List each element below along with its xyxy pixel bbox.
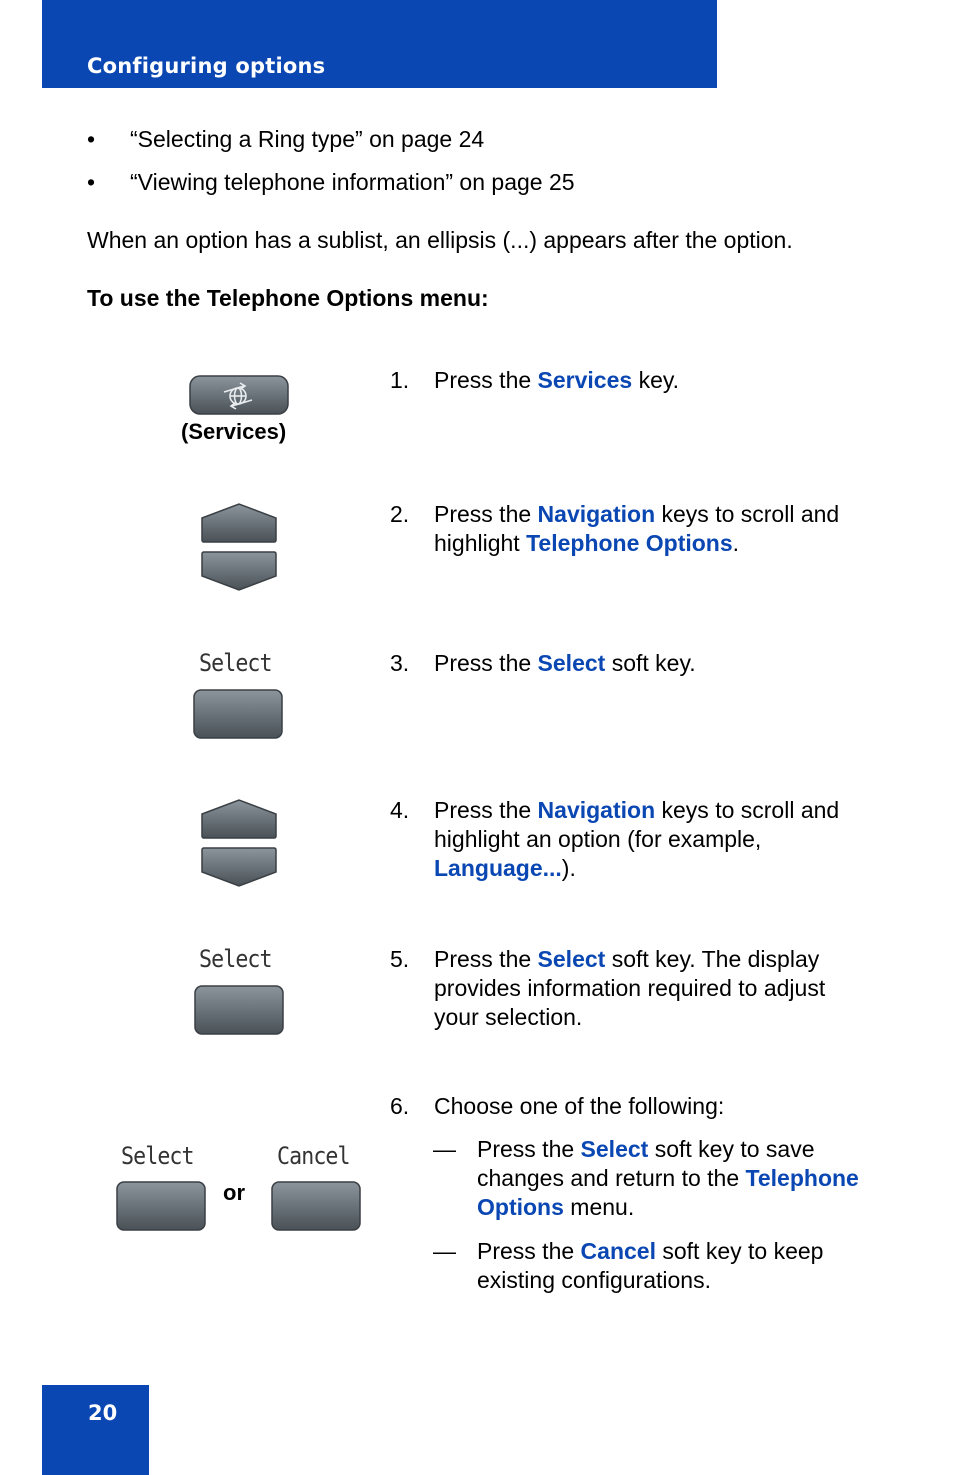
intro-paragraph: When an option has a sublist, an ellipsis (...) appears after the option. xyxy=(87,227,793,253)
navigation-keys-icon[interactable] xyxy=(200,798,278,890)
keyword: Cancel xyxy=(580,1238,656,1264)
step-text-part: soft key. The display provides information required to adjust your selection. xyxy=(434,946,826,1030)
dash-marker: — xyxy=(433,1136,456,1162)
sub-text-part: Press the xyxy=(477,1136,581,1162)
keyword: Select xyxy=(537,946,606,972)
select-softkey[interactable] xyxy=(192,688,284,740)
sub-text-part: soft key to save changes and return to the xyxy=(477,1136,815,1191)
step-text: Choose one of the following: xyxy=(434,1093,725,1119)
or-label: or xyxy=(223,1180,245,1205)
bullet-marker: • xyxy=(87,169,96,195)
services-key-icon[interactable] xyxy=(188,374,290,416)
navigation-keys-icon[interactable] xyxy=(200,502,278,594)
step-text-part: soft key. xyxy=(605,650,696,676)
step-text xyxy=(434,649,874,678)
step-text-part: keys to scroll and highlight xyxy=(434,501,840,556)
select-softkey[interactable] xyxy=(115,1180,207,1232)
keyword: Navigation xyxy=(537,797,656,823)
step-number: 4. xyxy=(390,797,410,823)
step-text xyxy=(434,945,874,1032)
keyword: Telephone Options xyxy=(477,1165,859,1220)
keyword: Telephone Options xyxy=(526,530,733,556)
header-bar xyxy=(42,0,717,88)
step-text-part: key. xyxy=(632,367,680,393)
sub-option-text xyxy=(477,1135,897,1222)
keyword: Language... xyxy=(434,855,562,881)
step-text-part: Press the xyxy=(434,367,538,393)
keyword: Select xyxy=(580,1136,649,1162)
dash-marker: — xyxy=(433,1238,456,1264)
cross-reference-link[interactable]: “Selecting a Ring type” on page 24 xyxy=(130,126,485,152)
select-softkey[interactable] xyxy=(193,984,285,1036)
select-softkey-label: Select xyxy=(199,649,272,677)
step-text xyxy=(434,796,874,883)
step-text-part: . xyxy=(732,530,740,556)
step-text xyxy=(434,500,874,558)
page-header-title: Configuring options xyxy=(87,54,326,78)
step-text-part: Press the xyxy=(434,650,538,676)
step-text-part: ). xyxy=(561,855,576,881)
cancel-softkey-label: Cancel xyxy=(277,1142,350,1170)
keyword: Services xyxy=(537,367,633,393)
cancel-softkey[interactable] xyxy=(270,1180,362,1232)
select-softkey-label: Select xyxy=(199,945,272,973)
select-softkey-label: Select xyxy=(121,1142,194,1170)
cross-reference-link[interactable]: “Viewing telephone information” on page 25 xyxy=(130,169,575,195)
sub-text-part: soft key to keep existing configurations. xyxy=(477,1238,824,1293)
procedure-heading: To use the Telephone Options menu: xyxy=(87,285,489,311)
step-number: 2. xyxy=(390,501,410,527)
keyword: Select xyxy=(537,650,606,676)
sub-option-text xyxy=(477,1237,897,1295)
step-number: 5. xyxy=(390,946,410,972)
keyword: Navigation xyxy=(537,501,656,527)
step-text-part: Press the xyxy=(434,946,538,972)
step-text-part: Press the xyxy=(434,797,538,823)
sub-text-part: menu. xyxy=(563,1194,635,1220)
step-number: 1. xyxy=(390,367,410,393)
step-text-part: keys to scroll and highlight an option (for example, xyxy=(434,797,840,852)
step-text-part: Press the xyxy=(434,501,538,527)
page-number-box xyxy=(42,1385,149,1475)
page-number: 20 xyxy=(88,1401,118,1425)
step-number: 3. xyxy=(390,650,410,676)
services-key-caption: (Services) xyxy=(181,419,287,444)
bullet-marker: • xyxy=(87,126,96,152)
sub-text-part: Press the xyxy=(477,1238,581,1264)
step-text xyxy=(434,366,874,395)
step-number: 6. xyxy=(390,1093,410,1119)
